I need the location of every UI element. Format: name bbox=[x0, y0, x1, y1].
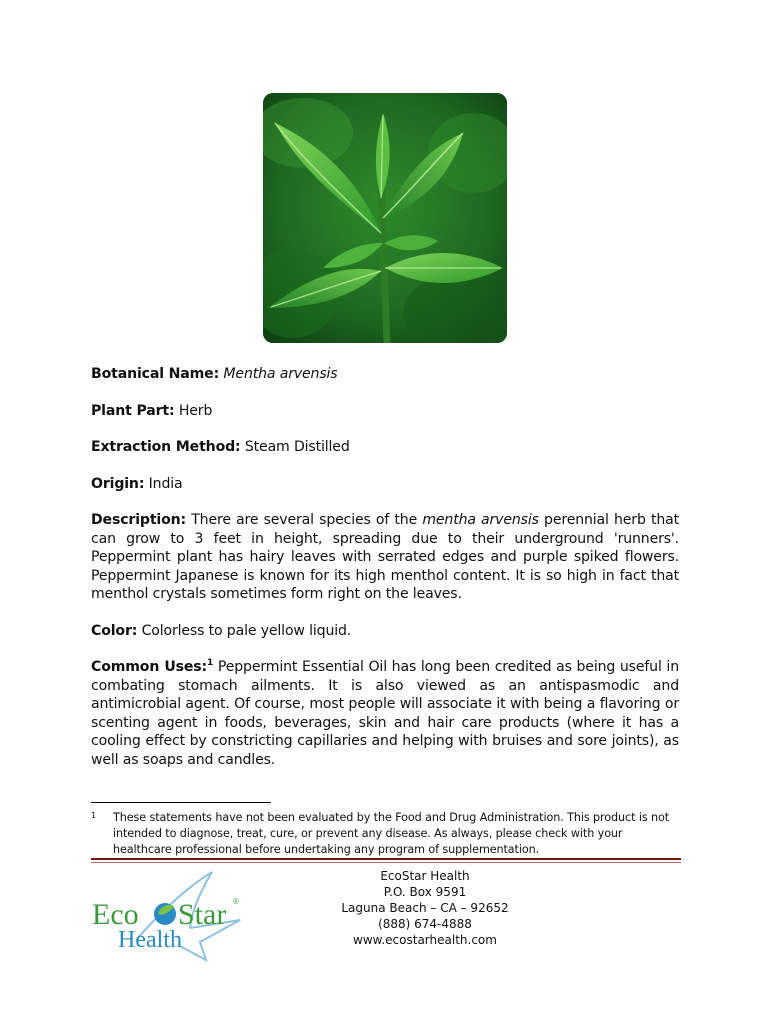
footer-divider bbox=[91, 858, 681, 860]
footnote-mark: 1 bbox=[91, 811, 97, 820]
product-details bbox=[91, 365, 679, 787]
city-line: Laguna Beach – CA – 92652 bbox=[341, 901, 509, 915]
po-box: P.O. Box 9591 bbox=[383, 885, 467, 899]
extraction-method-value: Steam Distilled bbox=[244, 439, 350, 455]
footer-divider-accent bbox=[91, 862, 681, 863]
color-field bbox=[91, 622, 679, 641]
description-species-name: mentha arvensis bbox=[422, 512, 539, 528]
extraction-method-field bbox=[91, 438, 679, 457]
company-address bbox=[325, 868, 525, 948]
common-uses-text: Peppermint Essential Oil has long been credited as being useful in combating stomach ailments. It is also viewed as an antispasmodic and antimicrobial agent. Of course, most people will associate it with being a flavoring or scenting agent in foods, beverages, skin and hair care products (where it has a cooling effect by constricting capillaries and helping with bruises and sore joints), as well as soaps and candles. bbox=[91, 659, 679, 768]
plant-part-label: Plant Part: bbox=[91, 402, 175, 419]
botanical-name-value: Mentha arvensis bbox=[223, 366, 338, 382]
botanical-name-field bbox=[91, 365, 679, 384]
common-uses-label: Common Uses: bbox=[91, 659, 208, 675]
footnote bbox=[91, 810, 679, 858]
botanical-name-label: Botanical Name: bbox=[91, 366, 220, 382]
website-link[interactable]: www.ecostarhealth.com bbox=[353, 933, 497, 947]
description-paragraph bbox=[91, 511, 679, 604]
footnote-text: These statements have not been evaluated by the Food and Drug Administration. This product is not intended to diagnose, treat, cure, or prevent any disease. As always, please check with your healthcare professional before undertaking any program of supplementation. bbox=[113, 811, 670, 856]
logo-eco-text: Eco bbox=[92, 898, 139, 931]
common-uses-paragraph bbox=[91, 658, 679, 769]
origin-value: India bbox=[148, 475, 183, 492]
logo-registered-mark: ® bbox=[233, 897, 239, 906]
description-text-after: perennial herb that can grow to 3 feet in height, spreading due to their underground 'runners'. Peppermint plant has hairy leaves with serrated edges and purple spiked flowers. Peppermint Japanese is known for its high menthol content. It is so high in fact that menthol crystals sometimes form right on the leaves. bbox=[91, 512, 679, 602]
footnote-reference[interactable]: 1 bbox=[207, 658, 214, 668]
description-label: Description: bbox=[91, 512, 186, 528]
plant-part-field bbox=[91, 402, 679, 421]
company-name: EcoStar Health bbox=[380, 869, 470, 883]
peppermint-plant-image bbox=[263, 93, 507, 343]
phone-number: (888) 674-4888 bbox=[378, 917, 472, 931]
description-text-before: There are several species of the bbox=[191, 512, 418, 528]
ecostar-health-logo bbox=[88, 870, 248, 962]
color-label: Color: bbox=[91, 622, 138, 639]
logo-health-text: Health bbox=[118, 927, 182, 953]
extraction-method-label: Extraction Method: bbox=[91, 439, 241, 455]
footnote-separator bbox=[91, 802, 271, 803]
logo-star-text: Star bbox=[178, 898, 227, 931]
origin-label: Origin: bbox=[91, 475, 145, 492]
color-value: Colorless to pale yellow liquid. bbox=[141, 622, 352, 639]
origin-field bbox=[91, 475, 679, 494]
plant-part-value: Herb bbox=[178, 402, 213, 419]
